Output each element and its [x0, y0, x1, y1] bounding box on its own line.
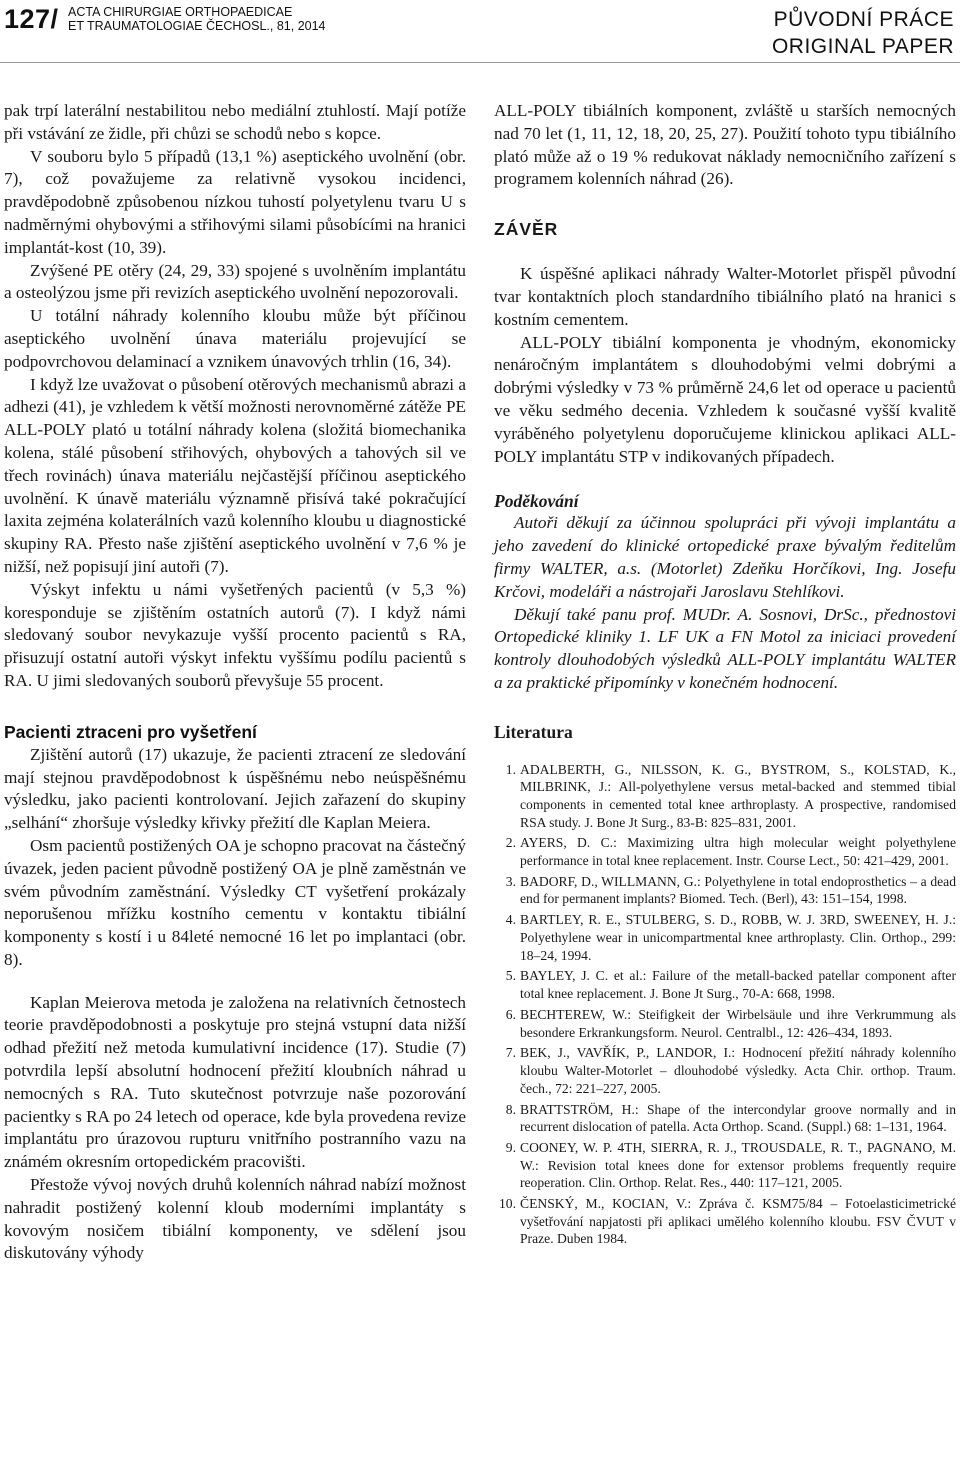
page-number: 127/	[4, 4, 59, 34]
reference-item	[494, 1195, 956, 1248]
reference-number: 3.	[505, 873, 516, 889]
reference-item	[494, 873, 956, 908]
reference-item	[494, 911, 956, 964]
reference-item	[494, 761, 956, 831]
section-heading-references: Literatura	[494, 721, 573, 742]
left-column	[4, 100, 466, 1265]
reference-text: BADORF, D., WILLMANN, G.: Polyethylene in total endoprosthetics – a dead end for permanent implants? Biomed. Tech. (Berl), 43: 151–154, 1998.	[520, 873, 956, 907]
acknowledgement-paragraph: Děkují také panu prof. MUDr. A. Sosnovi, DrSc., přednostovi Ortopedické kliniky 1. LF UK a FN Motol za iniciaci provedení kontroly dlouhodobých výsledků ALL-POLY implantátu WALTER a za praktické připomínky v konečném hodnocení.	[494, 604, 956, 692]
journal-title-line2: ET TRAUMATOLOGIAE ČECHOSL., 81, 2014	[68, 18, 326, 33]
reference-item	[494, 1006, 956, 1041]
paragraph: I když lze uvažovat o působení otěrových mechanismů abrazi a adhezi (41), je vzhledem k větší možnosti nerovnoměrné zátěže PE ALL-POLY plató u totální náhrady kolena (složitá biomechanika kolena, stálé působení střihových, ohybových a tahových sil ve třech rovinách) únava materiálu nejčastější příčinou aseptického uvolnění. K únavě materiálu významně přisívá také pokračující laxita zejména kolaterálních vazů kolenního kloubu u diagnostické skupiny RA. Přesto naše zjištění aseptického uvolnění v 7,6 % je nižší, než popisují jiní autoři (7).	[4, 374, 466, 576]
reference-text: BECHTEREW, W.: Steifigkeit der Wirbelsäule und ihre Verkrummung als besondere Erkrankungsform. Neurol. Centralbl., 12: 426–434, 1893.	[520, 1006, 956, 1040]
section-heading-lost-patients: Pacienti ztraceni pro vyšetření	[4, 721, 257, 742]
reference-number: 6.	[505, 1006, 516, 1022]
reference-number: 5.	[505, 968, 516, 984]
paragraph: pak trpí laterální nestabilitou nebo mediální ztuhlostí. Mají potíže při vstávání ze židle, při chůzi se schodů nebo s kopce.	[4, 101, 466, 143]
paragraph: Výskyt infektu u námi vyšetřených pacientů (v 5,3 %) koresponduje se zjištěním ostatních autorů (7). I když námi sledovaný soubor nevykazuje vyšší procento pacientů s RA, přisuzují ostatní autoři výskyt infektu vyššímu podílu pacientů s RA. U jimi sledovaných souborů převyšuje 55 procent.	[4, 579, 466, 690]
paragraph: Zvýšené PE otěry (24, 29, 33) spojené s uvolněním implantátu a osteolýzou jsme při revizích aseptického uvolnění nepozorovali.	[4, 260, 466, 303]
reference-text: BAYLEY, J. C. et al.: Failure of the metall-backed patellar component after total knee replacement. J. Bone Jt Surg., 70-A: 668, 1998.	[520, 968, 956, 1002]
paragraph: V souboru bylo 5 případů (13,1 %) aseptického uvolnění (obr. 7), což považujeme za relativně vysokou incidenci, pravděpodobně způsobenou nízkou tuhostí polyetylenu tvaru U s nadměrnými ohybovými a střihovými silami působícími na hranici implantát-kost (10, 39).	[4, 146, 466, 257]
reference-item	[494, 834, 956, 869]
reference-number: 8.	[505, 1101, 516, 1117]
reference-text: ČENSKÝ, M., KOCIAN, V.: Zpráva č. KSM75/84 – Fotoelasticimetrické vyšetřování napjatosti při aplikaci umělého kolenního kloubu. FSV ČVUT v Praze. Duben 1984.	[520, 1196, 956, 1247]
paragraph: U totální náhrady kolenního kloubu může být příčinou aseptického uvolnění únava materiálu projevující se podpovrchovou delaminací a vznikem únavových trhlin (16, 34).	[4, 306, 466, 371]
reference-number: 4.	[505, 912, 516, 928]
article-type-line2: ORIGINAL PAPER	[771, 35, 954, 58]
journal-title	[68, 6, 326, 33]
header-divider	[0, 62, 960, 63]
reference-number: 10.	[499, 1196, 516, 1212]
article-type-line1: PŮVODNÍ PRÁCE	[773, 8, 954, 31]
reference-number: 2.	[505, 835, 516, 851]
reference-item	[494, 1101, 956, 1136]
article-type	[772, 6, 954, 60]
journal-title-line1: ACTA CHIRURGIAE ORTHOPAEDICAE	[68, 5, 293, 19]
reference-item	[494, 967, 956, 1002]
reference-number: 1.	[505, 761, 516, 777]
right-column	[494, 100, 956, 1251]
reference-item	[494, 1044, 956, 1097]
reference-text: ADALBERTH, G., NILSSON, K. G., BYSTROM, S., KOLSTAD, K., MILBRINK, J.: All-polyethylene versus metal-backed and stemmed tibial components in cemented total knee arthroplasty. A prospective, randomised RSA study. J. Bone Jt Surg., 83-B: 825–831, 2001.	[520, 761, 956, 830]
reference-text: BARTLEY, R. E., STULBERG, S. D., ROBB, W. J. 3RD, SWEENEY, H. J.: Polyethylene wear in unicompartmental knee arthroplasty. Clin. Orthop., 299: 18–24, 1994.	[520, 912, 956, 963]
section-heading-acknowledgement: Poděkování	[494, 491, 579, 512]
acknowledgement-paragraph: Autoři děkují za účinnou spolupráci při vývoji implantátu a jeho zavedení do klinické ortopedické praxe bývalým ředitelům firmy WALTER, a.s. (Motorlet) Zdeňku Horčíkovi, Ing. Josefu Krčovi, modeláři a nástrojaři Jaroslavu Stehlíkovi.	[494, 513, 956, 601]
section-heading-conclusion: ZÁVĚR	[494, 219, 559, 240]
paragraph: Osm pacientů postižených OA je schopno pracovat na částečný úvazek, jeden pacient původně postižený OA je plně zaměstnán ve svém původním zaměstnání. Výsledky CT vyšetření prokázaly neporušenou mřížku kostního cementu v kontaktu tibiální komponenty s kostí i u 84leté nemocné 16 let po implantaci (obr. 8).	[4, 835, 466, 969]
paragraph: Zjištění autorů (17) ukazuje, že pacienti ztracení ze sledování mají stejnou pravděpodobnost k úspěšnému nebo neúspěšnému výsledku, jako pacienti kontrolovaní. Jejich zařazení do skupiny „selhání“ zhoršuje výsledky křivky přežití dle Kaplan Meiera.	[4, 744, 466, 833]
reference-list	[494, 761, 956, 1248]
paragraph: ALL-POLY tibiální komponenta je vhodným, ekonomicky nenáročným implantátem s dlouhodobými velmi dobrými a dobrými výsledky v 73 % průměrně 24,6 let od operace u pacientů ve věku sedmého decenia. Vzhledem k současné vyšší kvalitě vyráběného polyetylenu doporučujeme klinickou aplikaci ALL-POLY implantátu STP v indikovaných případech.	[494, 332, 956, 466]
reference-text: COONEY, W. P. 4TH, SIERRA, R. J., TROUSDALE, R. T., PAGNANO, M. W.: Revision total knees done for extensor problems frequently require reoperation. Clin. Orthop. Relat. Res., 440: 117–121, 2005.	[520, 1139, 956, 1191]
reference-item	[494, 1139, 956, 1192]
paragraph: K úspěšné aplikaci náhrady Walter-Motorlet přispěl původní tvar kontaktních ploch standardního tibiálního plató na hranici s kostním cementem.	[494, 264, 956, 329]
paragraph: Kaplan Meierova metoda je založena na relativních četnostech teorie pravděpodobnosti a poskytuje pro stejná vstupní data nižší odhad přežití než metoda kumulativní incidence (17). Studie (7) potvrdila lepší absolutní hodnocení přežití kloubních náhrad u nemocných s RA. Tuto skutečnost potvrzuje naše pozorování pacientky s RA po 24 letech od operace, kde byla provedena revize implantátu pro úrazovou rupturu vnitřního postranního vazu na známém okresním ortopedickém pracovišti.	[4, 992, 466, 1172]
reference-text: BRATTSTRÖM, H.: Shape of the intercondylar groove normally and in recurrent dislocation of patella. Acta Orthop. Scand. (Suppl.) 68: 1–131, 1964.	[520, 1101, 956, 1135]
paragraph: Přestože vývoj nových druhů kolenních náhrad nabízí možnost nahradit postižený kolenní kloub moderními implantáty s kovovým nosičem tibiální komponenty, ve sdělení jsou diskutovány výhody	[4, 1175, 466, 1263]
paragraph: ALL-POLY tibiálních komponent, zvláště u starších nemocných nad 70 let (1, 11, 12, 18, 20, 25, 27). Použití tohoto typu tibiálního plató může až o 19 % redukovat náklady nemocničního zařízení s programem kolenních náhrad (26).	[494, 101, 956, 189]
reference-text: AYERS, D. C.: Maximizing ultra high molecular weight polyethylene performance in total knee replacement. Instr. Course Lect., 50: 421–429, 2001.	[520, 835, 956, 868]
reference-number: 9.	[505, 1139, 516, 1155]
reference-number: 7.	[505, 1045, 516, 1061]
page-header	[0, 0, 960, 64]
reference-text: BEK, J., VAVŘÍK, P., LANDOR, I.: Hodnocení přežití náhrady kolenního kloubu Walter-Motorlet – dlouhodobé výsledky. Acta Chir. orthop. Traum. čech., 72: 221–227, 2005.	[520, 1045, 956, 1096]
